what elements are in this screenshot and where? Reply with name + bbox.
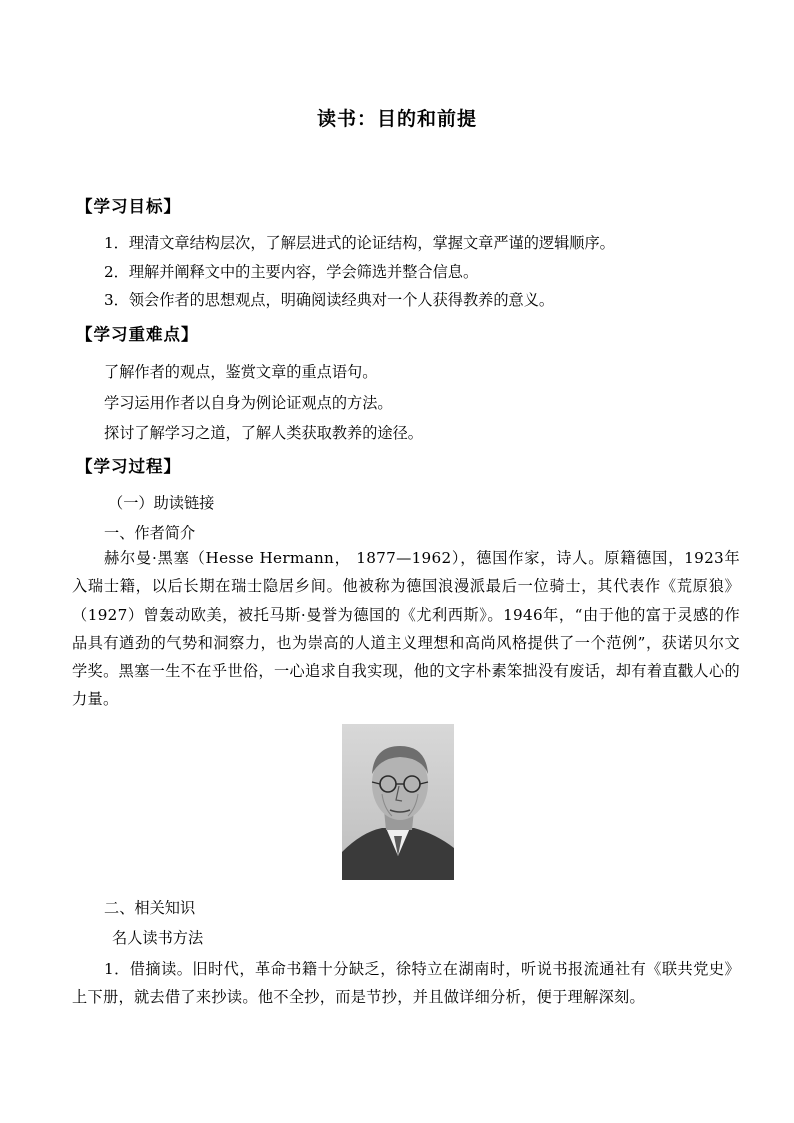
- goal-item-3: 3．领会作者的思想观点，明确阅读经典对一个人获得教养的意义。: [104, 291, 555, 309]
- subheading-author-intro: 一、作者简介: [104, 524, 196, 542]
- key-point-2: 学习运用作者以自身为例论证观点的方法。: [104, 394, 393, 412]
- document-title: 读书：目的和前提: [316, 108, 477, 130]
- author-portrait-image: [342, 724, 454, 880]
- key-point-1: 了解作者的观点，鉴赏文章的重点语句。: [104, 363, 378, 381]
- heading-key-points: 【学习重难点】: [76, 325, 199, 344]
- subheading-related-knowledge: 二、相关知识: [104, 899, 196, 917]
- author-bio-paragraph: 赫尔曼·黑塞（Hesse Hermann， 1877—1962），德国作家，诗人。原籍德国，1923年入瑞士籍，以后长期在瑞士隐居乡间。他被称为德国浪漫派最后一位骑士，其代表作《荒原狼》（1927）曾轰动欧美，被托马斯·曼誉为德国的《尤利西斯》。1946年，“由于他的富于灵感的作品具有遒劲的气势和洞察力，也为崇高的人道主义理想和高尚风格提供了一个范例”，获诺贝尔文学奖。黑塞一生不在乎世俗，一心追求自我实现，他的文字朴素笨拙没有废话，却有着直戳人心的力量。: [72, 549, 740, 709]
- goal-item-2: 2．理解并阐释文中的主要内容，学会筛选并整合信息。: [104, 263, 479, 281]
- heading-learning-goals: 【学习目标】: [76, 197, 181, 216]
- subheading-reading-links: （一）助读链接: [108, 494, 215, 512]
- subheading-reading-methods: 名人读书方法: [112, 929, 204, 947]
- heading-learning-process: 【学习过程】: [76, 457, 181, 476]
- goal-item-1: 1．理清文章结构层次，了解层进式的论证结构，掌握文章严谨的逻辑顺序。: [104, 234, 615, 252]
- method-1-paragraph: 1．借摘读。旧时代，革命书籍十分缺乏，徐特立在湖南时，听说书报流通社有《联共党史》上下册，就去借了来抄读。他不全抄，而是节抄，并且做详细分析，便于理解深刻。: [72, 960, 740, 1007]
- key-point-3: 探讨了解学习之道，了解人类获取教养的途径。: [104, 424, 423, 442]
